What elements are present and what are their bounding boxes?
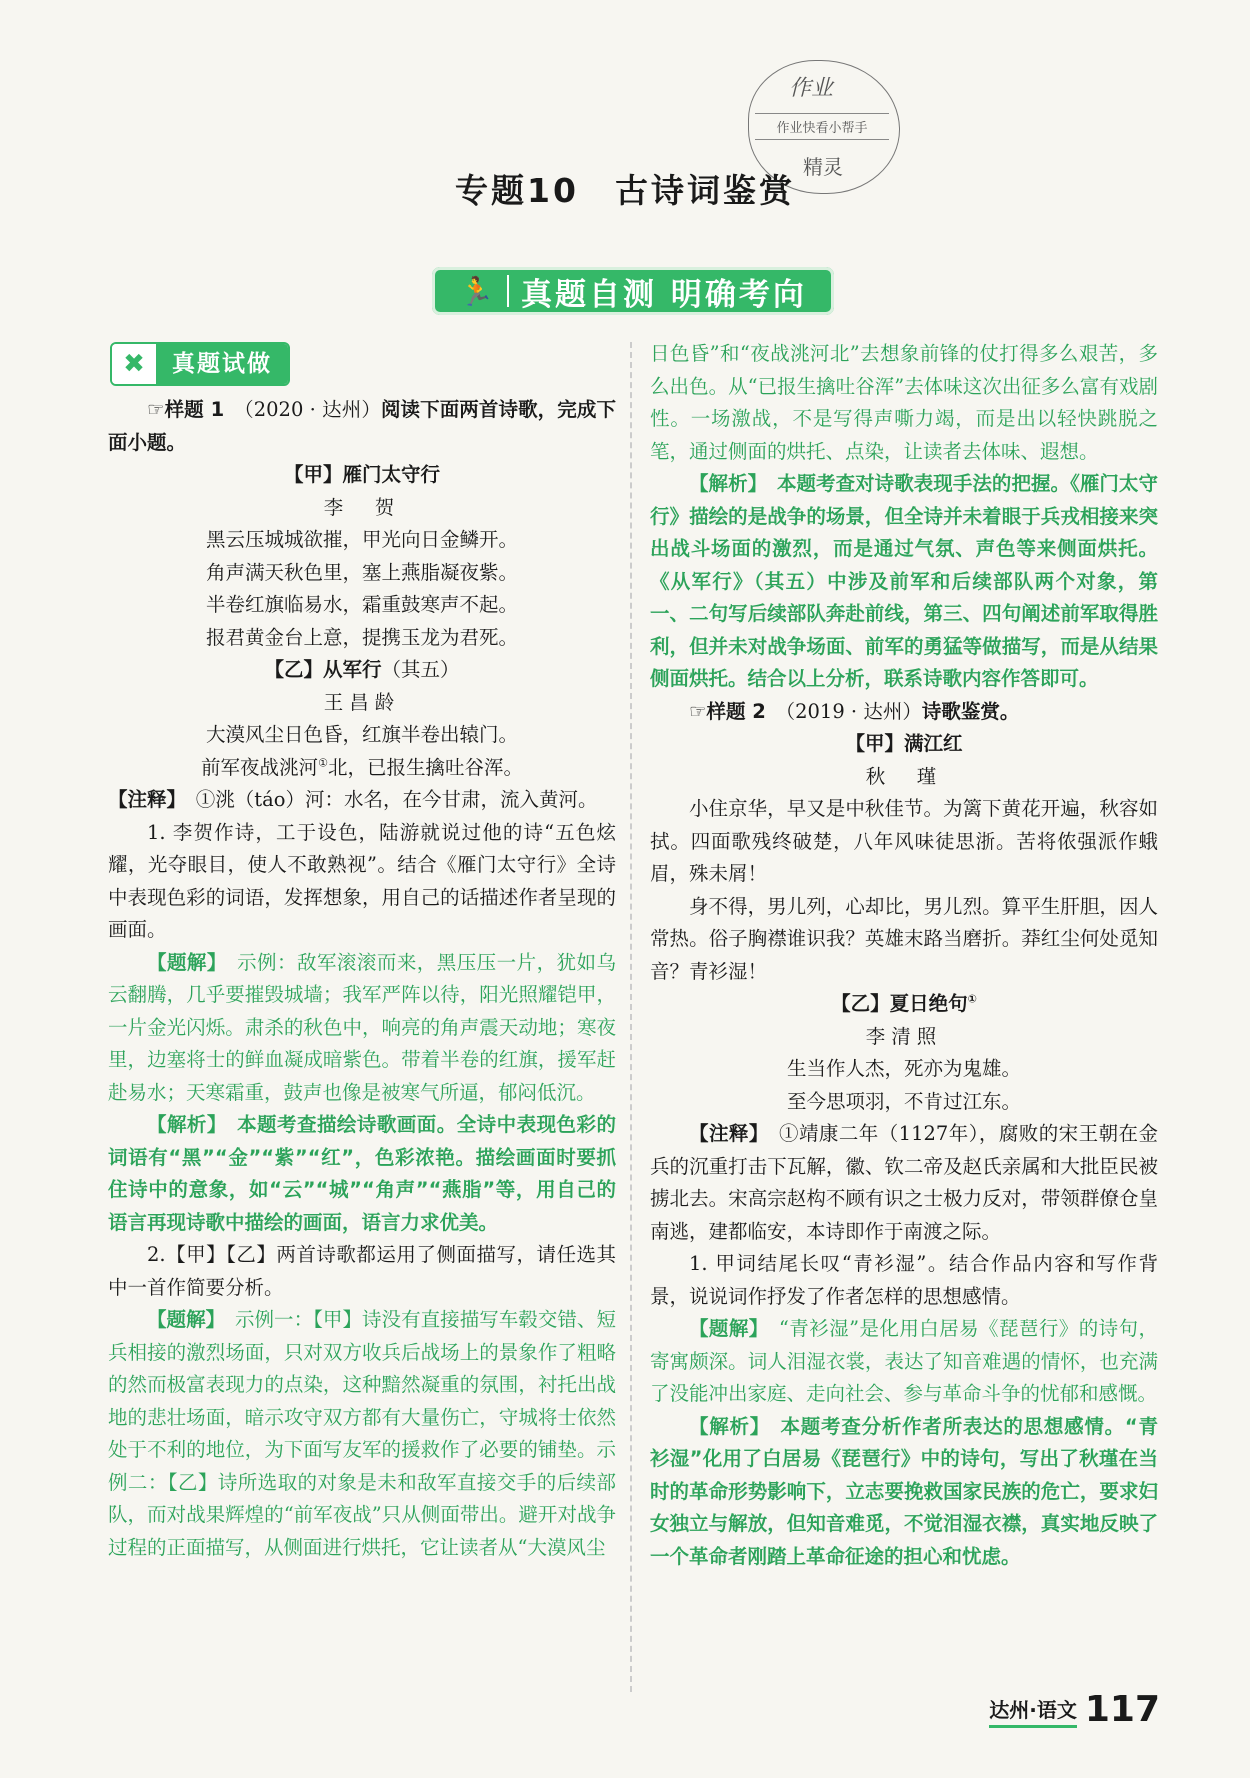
analysis-text: 本题考查对诗歌表现手法的把握。《雁门太守行》描绘的是战争的场景，但全诗并未着眼于兵戎相接来突出战斗场面的激烈，而是通过气氛、声色等来侧面烘托。《从军行》（其五）中涉及前军和后续部队两个对象，第一、二句写后续部队奔赴前线，第三、四句阐述前军取得胜利，但并未对战争场面、前军的勇猛等做描写，而是从结果侧面烘托。结合以上分析，联系诗歌内容作答即可。 — [650, 472, 1158, 690]
poem-line: 半卷红旗临易水，霜重鼓寒声不起。 — [205, 593, 518, 616]
analysis-label: 【解析】 — [689, 472, 758, 495]
left-column — [108, 340, 616, 1564]
page-footer — [989, 1689, 1160, 1730]
poem-line-with-note — [108, 752, 616, 785]
poem-b-author: 王昌龄 — [323, 690, 401, 714]
sample2-source: （2019 · 达州） — [785, 699, 922, 723]
poem-b-title-line — [650, 988, 1158, 1021]
stamp-line-1: 作业 — [789, 76, 834, 101]
note — [650, 1118, 1158, 1248]
poem-paragraph: 身不得，男儿列，心却比，男儿烈。算平生肝胆，因人常热。俗子胸襟谁识我？英雄末路当磨折。莽红尘何处觅知音？青衫湿！ — [650, 894, 1158, 983]
analysis-2 — [650, 468, 1158, 696]
note-mark: ① — [318, 756, 328, 769]
poem-line: 大漠风尘日色昏，红旗半卷出辕门。 — [205, 723, 518, 746]
poem-a-author: 李 贺 — [323, 495, 401, 519]
stamp-line-2: 作业快看小帮手 — [755, 113, 889, 140]
note-text: ①洮（táo）河：水名，在今甘肃，流入黄河。 — [195, 788, 598, 811]
analysis-3 — [650, 1411, 1158, 1574]
poem-line: 黑云压城城欲摧，甲光向日金鳞开。 — [205, 528, 518, 551]
section-tag — [110, 342, 290, 386]
sample2-head: ☞样题 2 — [689, 699, 766, 723]
poem-a-title: 【甲】雁门太守行 — [283, 463, 440, 486]
sample2-text: 诗歌鉴赏。 — [921, 699, 1020, 723]
poem-line: 报君黄金台上意，提携玉龙为君死。 — [205, 625, 518, 649]
runner-icon: 🏃 — [459, 274, 498, 308]
answer-1 — [108, 947, 616, 1110]
page-title: 专题10 古诗词鉴赏 — [455, 171, 795, 210]
analysis-label: 【解析】 — [147, 1113, 218, 1136]
note-text: ①靖康二年（1127年），腐败的宋王朝在金兵的沉重打击下瓦解，徽、钦二帝及赵氏亲属和大批臣民被掳北去。宋高宗赵构不顾有识之士极力反对，带领群僚仓皇南逃，建都临安，本诗即作于南渡之际。 — [650, 1122, 1158, 1243]
poem-a-author: 秋 瑾 — [865, 764, 943, 788]
right-column — [650, 338, 1158, 1573]
answer-continued: 日色昏”和“夜战洮河北”去想象前锋的仗打得多么艰苦，多么出色。从“已报生擒吐谷浑”去体味这次出征多么富有戏剧性。一场激战，不是写得声嘶力竭，而是出以轻快跳脱之笔，通过侧面的烘托、点染，让读者去体味、遐想。 — [650, 342, 1158, 463]
analysis-1 — [108, 1109, 616, 1239]
poem-line-part: 前军夜战洮河 — [201, 755, 319, 779]
poem-line: 角声满天秋色里，塞上燕脂凝夜紫。 — [205, 560, 518, 584]
sample1-text: 阅读下面两首诗歌，完成下面小题。 — [108, 398, 616, 454]
poem-paragraph: 小住京华，早又是中秋佳节。为篱下黄花开遍，秋容如拭。四面歌残终破楚，八年风味徒思浙。苦将侬强派作蛾眉，殊未屑！ — [650, 797, 1158, 885]
poem-b-title: 【乙】夏日绝句 — [831, 992, 968, 1015]
poem-line: 至今思项羽，不肯过江东。 — [786, 1089, 1021, 1113]
poem-line-part: 北，已报生擒吐谷浑。 — [327, 755, 523, 779]
poem-b-title-line — [108, 654, 616, 687]
answer-label: 【题解】 — [147, 1308, 216, 1331]
analysis-text: 本题考查分析作者所表达的思想感情。“青衫湿”化用了白居易《琵琶行》中的诗句，写出了秋瑾在当时的革命形势影响下，立志要挽救国家民族的危亡，要求妇女独立与解放，但知音难觅，不觉泪湿衣襟，真实地反映了一个革命者刚踏上革命征途的担心和忧虑。 — [650, 1414, 1158, 1568]
poem-a-title: 【甲】满江红 — [845, 732, 963, 755]
answer-1 — [650, 1313, 1158, 1411]
answer-text: “青衫湿”是化用白居易《琵琶行》的诗句，寄寓颇深。词人泪湿衣裳，表达了知音难遇的情怀，也充满了没能冲出家庭、走向社会、参与革命斗争的忧郁和感慨。 — [650, 1317, 1158, 1405]
analysis-text: 本题考查描绘诗歌画面。全诗中表现色彩的词语有“黑”“金”“紫”“红”，色彩浓艳。描绘画面时要抓住诗中的意象，如“云”“城”“角声”“燕脂”等，用自己的语言再现诗歌中描绘的画面，语言力求优美。 — [108, 1113, 616, 1234]
answer-label: 【题解】 — [689, 1317, 759, 1340]
banner-text: 真题自测 明确考向 — [521, 276, 807, 313]
answer-text: 示例：敌军滚滚而来，黑压压一片，犹如乌云翻腾，几乎要摧毁城墙；我军严阵以待，阳光照耀铠甲，一片金光闪烁。肃杀的秋色中，响亮的角声震天动地；寒夜里，边塞将士的鲜血凝成暗紫色。带着半卷的红旗，援军赶赴易水；天寒霜重，鼓声也像是被寒气所逼，郁闷低沉。 — [108, 950, 616, 1104]
answer-label: 【题解】 — [147, 950, 218, 974]
poem-line: 生当作人杰，死亦为鬼雄。 — [786, 1057, 1021, 1080]
page-number: 117 — [1084, 1689, 1160, 1730]
question-2: 2.【甲】【乙】两首诗歌都运用了侧面描写，请任选其中一首作简要分析。 — [108, 1243, 616, 1299]
note-label: 【注释】 — [108, 788, 177, 811]
sample1-head: ☞样题 1 — [147, 398, 225, 421]
stamp-line-3: 精灵 — [803, 155, 843, 179]
banner-separator — [507, 275, 509, 307]
cross-arrows-icon: ✖ — [112, 344, 156, 384]
sample1-source: （2020 · 达州） — [243, 398, 381, 421]
section-banner — [432, 267, 834, 315]
poem-b-subtitle: （其五） — [381, 658, 460, 681]
note — [108, 784, 616, 817]
poem-b-title: 【乙】从军行 — [264, 658, 382, 681]
footer-region: 达州·语文 — [989, 1694, 1077, 1728]
analysis-label: 【解析】 — [689, 1414, 761, 1438]
section-label: 真题试做 — [156, 344, 288, 384]
poem-b-author: 李清照 — [865, 1024, 943, 1048]
sample1-intro — [108, 394, 616, 459]
answer-2 — [108, 1304, 616, 1564]
note-label: 【注释】 — [689, 1122, 760, 1145]
sample2-intro — [650, 696, 1158, 729]
question-1: 1. 甲词结尾长叹“青衫湿”。结合作品内容和写作背景，说说词作抒发了作者怎样的思想感情。 — [650, 1252, 1158, 1308]
column-divider — [630, 342, 632, 1692]
question-1: 1. 李贺作诗，工于设色，陆游就说过他的诗“五色炫耀，光夺眼目，使人不敢熟视”。结合《雁门太守行》全诗中表现色彩的词语，发挥想象，用自己的话描述作者呈现的画面。 — [108, 820, 616, 941]
note-mark: ① — [967, 992, 977, 1006]
answer-text: 示例一：【甲】诗没有直接描写车毂交错、短兵相接的激烈场面，只对双方收兵后战场上的景象作了粗略的然而极富表现力的点染，这种黯然凝重的氛围，衬托出战地的悲壮场面，暗示攻守双方都有大量伤亡，守城将士依然处于不利的地位，为下面写友军的援救作了必要的铺垫。示例二：【乙】诗所选取的对象是未和敌军直接交手的后续部队，而对战果辉煌的“前军夜战”只从侧面带出。避开对战争过程的正面描写，从侧面进行烘托，它让读者从“大漠风尘 — [108, 1308, 616, 1559]
